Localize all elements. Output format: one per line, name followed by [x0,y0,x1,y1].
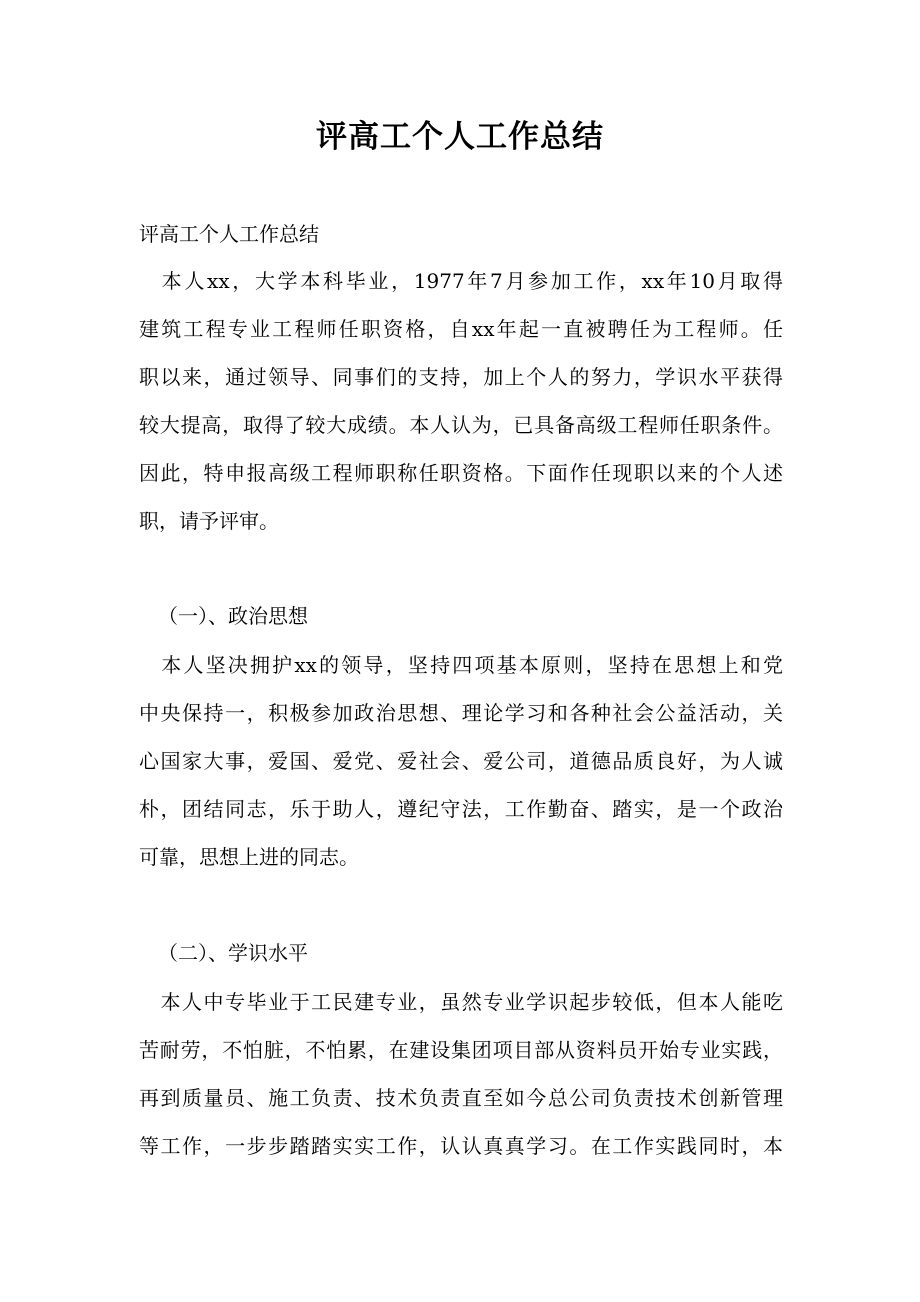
paragraph-line: 本人中专毕业于工民建专业，虽然专业学识起步较低，但本人能吃 [139,990,783,1014]
paragraph-line: 心国家大事，爱国、爱党、爱社会、爱公司，道德品质良好，为人诚 [139,749,783,773]
paragraph-line: 因此，特申报高级工程师职称任职资格。下面作任现职以来的个人述 [139,461,783,485]
section-heading-knowledge: （二）、学识水平 [158,941,308,965]
document-subtitle: 评高工个人工作总结 [139,222,319,246]
paragraph-line: 等工作，一步步踏踏实实工作，认认真真学习。在工作实践同时，本 [139,1134,783,1158]
intro-paragraph [139,257,783,545]
paragraph-line: 苦耐劳，不怕脏，不怕累，在建设集团项目部从资料员开始专业实践， [139,1038,783,1062]
paragraph-line: 职以来，通过领导、同事们的支持，加上个人的努力，学识水平获得 [139,365,783,389]
paragraph-line: 职，请予评审。 [139,509,279,533]
paragraph-line: 较大提高，取得了较大成绩。本人认为，已具备高级工程师任职条件。 [139,413,783,437]
politics-paragraph [139,641,783,881]
document-title: 评高工个人工作总结 [316,119,604,155]
paragraph-line: 本人xx，大学本科毕业，1977年7月参加工作，xx年10月取得 [139,269,783,293]
section-heading-politics: （一）、政治思想 [158,604,308,628]
paragraph-line: 本人坚决拥护xx的领导，坚持四项基本原则，坚持在思想上和党 [139,653,783,677]
paragraph-line: 中央保持一，积极参加政治思想、理论学习和各种社会公益活动，关 [139,701,783,725]
paragraph-line: 可靠，思想上进的同志。 [139,845,359,869]
paragraph-line: 建筑工程专业工程师任职资格，自xx年起一直被聘任为工程师。任 [139,317,783,341]
knowledge-paragraph [139,978,783,1170]
paragraph-line: 朴，团结同志，乐于助人，遵纪守法，工作勤奋、踏实，是一个政治 [139,797,783,821]
paragraph-line: 再到质量员、施工负责、技术负责直至如今总公司负责技术创新管理 [139,1086,783,1110]
